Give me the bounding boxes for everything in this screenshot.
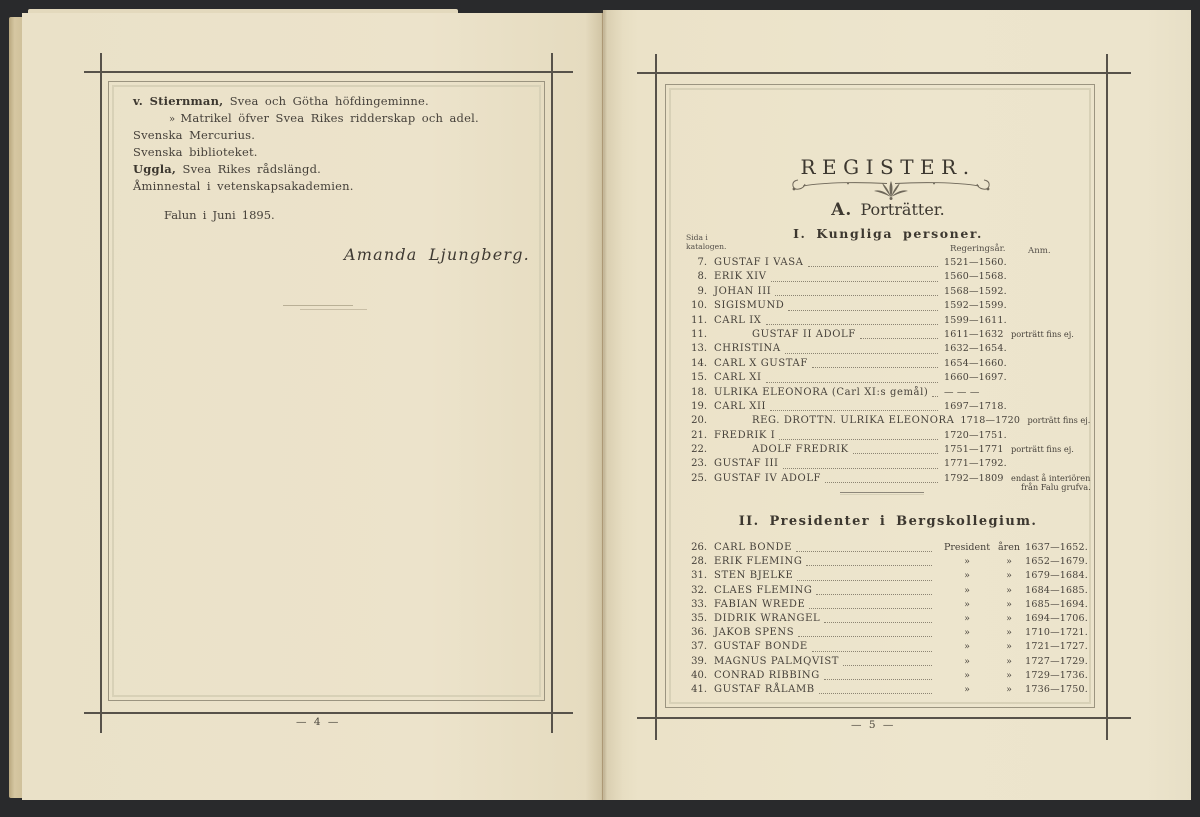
row-name: CARL IX: [714, 314, 762, 326]
register-row: [684, 443, 1088, 457]
bibliography-line: [133, 93, 493, 110]
frame-mark-bottom-left-page: [84, 712, 573, 714]
register-row: [684, 541, 1088, 555]
register-row: [684, 555, 1088, 569]
row-number: 41.: [691, 683, 707, 695]
row-name: CARL BONDE: [714, 542, 793, 553]
row-number: 20.: [691, 415, 707, 427]
ditto-mark-1: »: [964, 627, 970, 639]
ditto-mark-2: »: [1006, 598, 1012, 610]
register-row: [684, 457, 1088, 471]
row-name: CONRAD RIBBING: [714, 669, 820, 681]
source-title: Åminnestal i vetenskapsakademien.: [133, 179, 354, 193]
row-number: 14.: [691, 357, 707, 369]
row-number: 9.: [697, 285, 707, 297]
row-years: 1685—1694.: [1025, 598, 1088, 610]
row-years: 1652—1679.: [1025, 556, 1088, 568]
bibliography-line: [133, 127, 493, 144]
row-number: 26.: [691, 542, 707, 553]
section-i-heading: I. Kungliga personer.: [793, 226, 983, 241]
ditto-mark-2: »: [1006, 612, 1012, 624]
row-number: 7.: [697, 257, 707, 268]
row-name: GUSTAF RÅLAMB: [714, 683, 815, 695]
signature-rule: [283, 305, 353, 306]
ditto-mark-1: »: [964, 683, 970, 695]
row-years: 1720—1751.: [944, 429, 1007, 441]
row-leader-dots: [766, 400, 944, 414]
row-leader-dots: [767, 270, 944, 284]
row-leader-dots: [821, 472, 944, 486]
row-annotation: [1008, 386, 1088, 400]
register-row: [684, 569, 1088, 583]
row-number: 35.: [691, 612, 707, 624]
row-annotation-line1: porträtt fins ej.: [1027, 415, 1091, 426]
register-row: [684, 598, 1088, 612]
row-name: JOHAN III: [714, 285, 772, 297]
row-number: 31.: [691, 570, 707, 582]
register-row: [684, 683, 1088, 697]
bibliography-line: [133, 144, 493, 161]
register-row: [684, 669, 1088, 683]
row-name: ERIK FLEMING: [714, 556, 803, 568]
ditto-mark-2: »: [1006, 669, 1012, 681]
frame-mark-top-left-page: [84, 71, 573, 73]
row-leader-dots: [792, 541, 938, 555]
ditto-mark-1: »: [964, 584, 970, 596]
section-divider-rule: [840, 492, 924, 493]
row-years: 1654—1660.: [944, 357, 1007, 369]
row-annotation: [1025, 414, 1105, 428]
ditto-mark-1: President: [943, 542, 991, 553]
row-years: 1710—1721.: [1025, 627, 1088, 639]
row-number: 23.: [691, 458, 707, 470]
gutter-fold-line: [602, 13, 603, 800]
register-row: [684, 612, 1088, 626]
row-name: JAKOB SPENS: [714, 627, 795, 639]
source-title: Svea Rikes rådslängd.: [182, 162, 321, 176]
ditto-mark-2: »: [1006, 641, 1012, 653]
row-leader-dots: [928, 386, 944, 400]
register-row: [684, 357, 1088, 371]
row-annotation: [1008, 429, 1088, 443]
row-annotation: [1008, 443, 1088, 457]
column-header-anm: Anm.: [1028, 246, 1051, 256]
row-years: 1694—1706.: [1025, 612, 1088, 624]
row-number: 36.: [691, 627, 707, 639]
row-leader-dots: [775, 429, 944, 443]
ditto-mark-2: »: [1006, 570, 1012, 582]
row-years: 1521—1560.: [944, 257, 1007, 268]
row-years: 1632—1654.: [944, 343, 1007, 355]
row-leader-dots: [781, 342, 944, 356]
register-row: [684, 414, 1091, 428]
row-years: 1697—1718.: [944, 400, 1007, 412]
row-years: 1568—1592.: [944, 285, 1007, 297]
bibliography-list: [133, 93, 493, 195]
row-name: GUSTAF IV ADOLF: [714, 472, 822, 484]
ditto-mark-2: »: [1006, 683, 1012, 695]
row-number: 15.: [691, 372, 707, 384]
row-leader-dots: [793, 569, 938, 583]
row-number: 22.: [691, 444, 707, 456]
row-leader-dots: [779, 457, 944, 471]
row-name: FABIAN WREDE: [714, 598, 806, 610]
row-years: 1718—1720: [960, 415, 1021, 427]
frame-mark-right-left-page: [551, 53, 553, 733]
row-years: 1679—1684.: [1025, 570, 1088, 582]
row-years: 1771—1792.: [944, 458, 1007, 470]
row-name: GUSTAF BONDE: [714, 641, 808, 653]
row-leader-dots: [839, 655, 938, 669]
gutter-shadow: [585, 10, 623, 800]
row-number: 13.: [691, 343, 707, 355]
row-years: 1592—1599.: [944, 300, 1007, 312]
row-annotation: [1008, 342, 1088, 356]
row-annotation: [1008, 299, 1088, 313]
row-leader-dots: [762, 371, 945, 385]
row-number: 8.: [697, 271, 707, 283]
row-number: 28.: [691, 556, 707, 568]
ditto-mark-2: »: [1006, 556, 1012, 568]
row-years: 1684—1685.: [1025, 584, 1088, 596]
source-title: Svenska biblioteket.: [133, 145, 258, 159]
register-row: [684, 655, 1088, 669]
row-name: MAGNUS PALMQVIST: [714, 655, 840, 667]
row-name: ADOLF FREDRIK: [752, 444, 849, 456]
row-annotation: [1008, 472, 1091, 493]
section-a-title: Porträtter.: [860, 200, 945, 219]
row-annotation: [1008, 256, 1088, 270]
ditto-mark-2: »: [1006, 655, 1012, 667]
row-years: 1792—1809: [944, 472, 1004, 484]
ditto-mark-2: »: [1006, 627, 1012, 639]
section-a-label: A.: [831, 200, 853, 220]
register-row: [684, 299, 1088, 313]
row-years: 1751—1771: [944, 444, 1004, 456]
row-leader-dots: [820, 669, 938, 683]
page-number-right: — 5 —: [851, 719, 896, 731]
ditto-mark-1: »: [964, 669, 970, 681]
row-annotation: [1008, 457, 1088, 471]
row-annotation: [1008, 371, 1088, 385]
row-years: 1611—1632: [944, 328, 1004, 340]
bibliography-line: [133, 161, 493, 178]
row-leader-dots: [815, 683, 938, 697]
book-edge-deckle: [9, 17, 23, 798]
row-annotation-line1: porträtt fins ej.: [1011, 328, 1074, 339]
row-number: 21.: [691, 429, 707, 441]
row-annotation-line1: endast å interiören: [1011, 472, 1091, 483]
section-ii-heading: II. Presidenter i Bergskollegium.: [738, 514, 1038, 529]
royals-table: [684, 256, 1091, 493]
row-annotation: [1008, 285, 1088, 299]
row-name: FREDRIK I: [714, 429, 776, 441]
row-name: SIGISMUND: [714, 300, 785, 312]
ditto-mark-1: »: [964, 556, 970, 568]
frame-mark-left-left-page: [100, 53, 102, 733]
row-annotation: [1008, 357, 1088, 371]
row-leader-dots: [808, 640, 938, 654]
row-name: ERIK XIV: [714, 271, 767, 283]
row-years: 1736—1750.: [1025, 683, 1088, 695]
row-number: 19.: [691, 400, 707, 412]
row-number: 11.: [691, 328, 707, 340]
dateline: Falun i Juni 1895.: [164, 208, 275, 222]
ditto-mark-1: »: [964, 598, 970, 610]
register-row: [684, 472, 1091, 493]
row-number: 37.: [691, 641, 707, 653]
row-leader-dots: [849, 443, 944, 457]
row-number: 40.: [691, 669, 707, 681]
row-years: — — —: [944, 386, 980, 398]
source-title: Matrikel öfver Svea Rikes ridderskap och adel.: [180, 111, 479, 125]
register-row: [684, 400, 1088, 414]
register-row: [684, 429, 1088, 443]
row-annotation-line2: från Falu grufva.: [1021, 482, 1091, 493]
row-number: 11.: [691, 314, 707, 326]
register-row: [684, 584, 1088, 598]
row-leader-dots: [762, 314, 945, 328]
row-leader-dots: [804, 256, 945, 270]
row-leader-dots: [784, 299, 944, 313]
row-leader-dots: [856, 328, 944, 342]
source-author: v. Stiernman,: [133, 94, 224, 108]
row-annotation: [1008, 314, 1088, 328]
row-name: CARL X GUSTAF: [714, 357, 808, 369]
register-row: [684, 256, 1088, 270]
row-number: 18.: [691, 386, 707, 398]
frame-mark-top-right-page: [637, 72, 1131, 74]
source-title: Svea och Götha höfdingeminne.: [229, 94, 429, 108]
row-annotation: [1008, 270, 1088, 284]
repeat-mark: »: [169, 114, 176, 125]
column-header-reign: Regeringsår.: [950, 244, 1006, 254]
row-number: 25.: [691, 472, 707, 484]
row-years: 1660—1697.: [944, 372, 1007, 384]
register-row: [684, 328, 1088, 342]
column-header-page: [686, 234, 726, 251]
row-leader-dots: [812, 584, 938, 598]
row-name: CARL XI: [714, 372, 762, 384]
column-header-page-line1: Sida i: [686, 233, 708, 242]
register-row: [684, 626, 1088, 640]
register-row: [684, 386, 1088, 400]
ornament-flourish: [786, 176, 996, 202]
register-row: [684, 270, 1088, 284]
ditto-mark-2: åren: [998, 542, 1020, 553]
row-years: 1637—1652.: [1025, 542, 1088, 553]
source-title: Svenska Mercurius.: [133, 128, 256, 142]
ditto-mark-1: »: [964, 612, 970, 624]
row-name: DIDRIK WRANGEL: [714, 612, 821, 624]
column-header-page-line2: katalogen.: [686, 241, 727, 251]
row-leader-dots: [805, 598, 938, 612]
register-row: [684, 640, 1088, 654]
register-row: [684, 314, 1088, 328]
bibliography-line: [133, 178, 493, 195]
row-number: 10.: [691, 300, 707, 312]
page-number-left: — 4 —: [296, 716, 341, 728]
row-years: 1599—1611.: [944, 314, 1007, 326]
row-number: 33.: [691, 598, 707, 610]
row-number: 32.: [691, 584, 707, 596]
row-name: GUSTAF I VASA: [714, 257, 804, 268]
frame-mark-left-right-page: [655, 54, 657, 740]
row-years: 1729—1736.: [1025, 669, 1088, 681]
register-row: [684, 371, 1088, 385]
presidents-table: [684, 541, 1088, 697]
signature: Amanda Ljungberg.: [344, 245, 530, 264]
section-a-heading: [682, 200, 1094, 220]
row-name: CARL XII: [714, 400, 767, 412]
register-title: REGISTER.: [800, 155, 976, 179]
row-years: 1721—1727.: [1025, 641, 1088, 653]
row-years: 1727—1729.: [1025, 655, 1088, 667]
row-leader-dots: [771, 285, 944, 299]
bibliography-line: [133, 110, 493, 127]
row-name: GUSTAF III: [714, 458, 779, 470]
row-leader-dots: [794, 626, 938, 640]
row-name: ULRIKA ELEONORA (Carl XI:s gemål): [714, 386, 929, 398]
signature-rule: [300, 309, 367, 310]
row-name: GUSTAF II ADOLF: [752, 328, 856, 340]
row-name: REG. DROTTN. ULRIKA ELEONORA: [752, 415, 955, 427]
register-row: [684, 342, 1088, 356]
row-annotation: [1008, 328, 1088, 342]
row-leader-dots: [808, 357, 944, 371]
ditto-mark-1: »: [964, 570, 970, 582]
source-author: Uggla,: [133, 162, 177, 176]
row-annotation: [1008, 400, 1088, 414]
row-name: CLAES FLEMING: [714, 584, 813, 596]
ditto-mark-1: »: [964, 641, 970, 653]
row-name: STEN BJELKE: [714, 570, 794, 582]
row-name: CHRISTINA: [714, 343, 781, 355]
row-number: 39.: [691, 655, 707, 667]
ditto-mark-1: »: [964, 655, 970, 667]
register-row: [684, 285, 1088, 299]
row-annotation-line1: porträtt fins ej.: [1011, 444, 1074, 455]
row-leader-dots: [955, 414, 961, 428]
frame-mark-right-right-page: [1106, 54, 1108, 740]
ditto-mark-2: »: [1006, 584, 1012, 596]
row-leader-dots: [802, 555, 938, 569]
row-leader-dots: [820, 612, 938, 626]
row-years: 1560—1568.: [944, 271, 1007, 283]
